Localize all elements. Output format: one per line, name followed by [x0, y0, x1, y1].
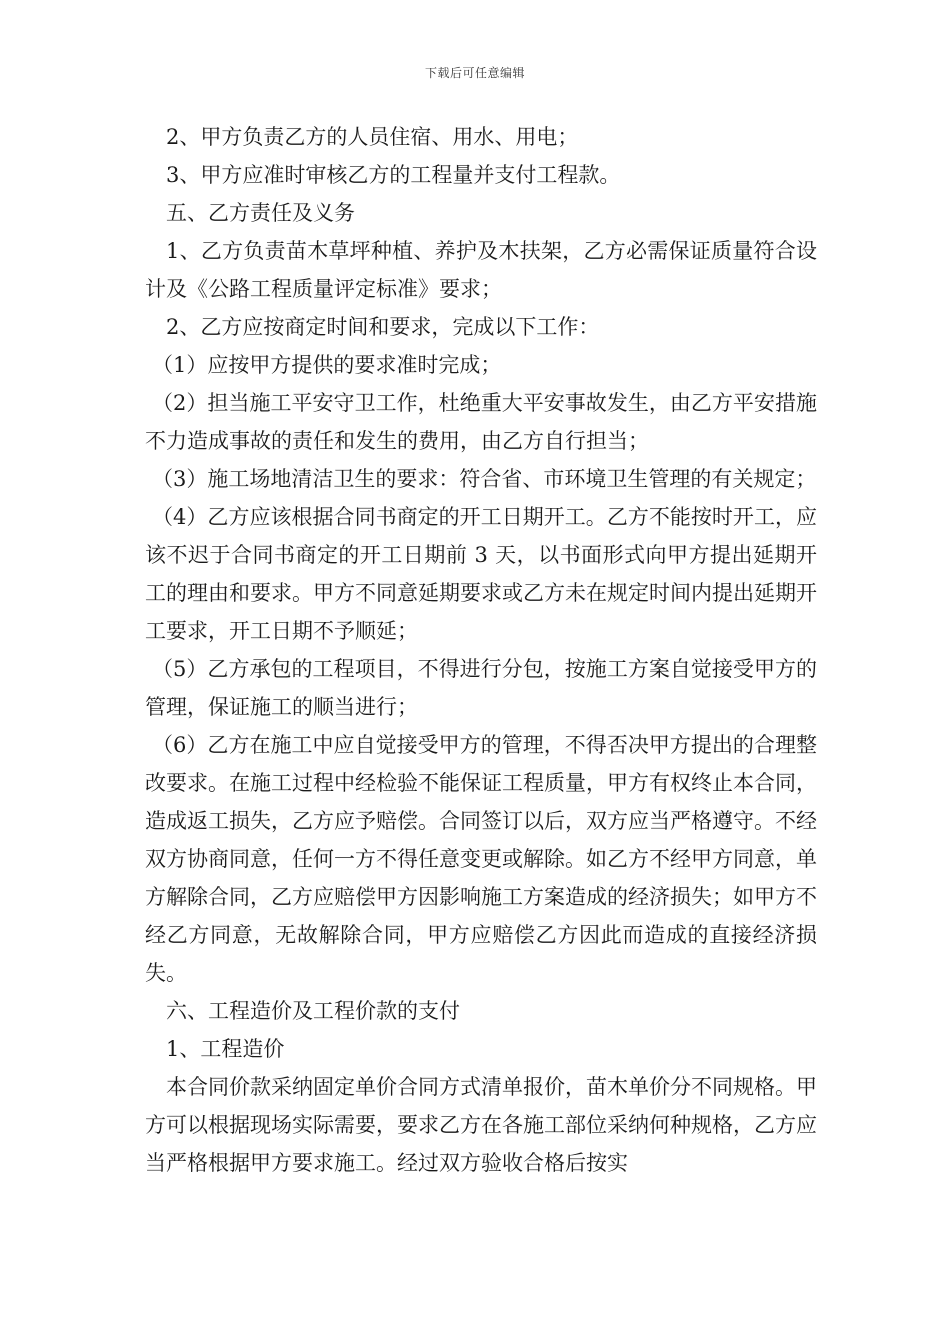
item-5-no-subcontract: （5）乙方承包的工程项目，不得进行分包，按施工方案自觉接受甲方的管理，保证施工的顺当进行；: [145, 657, 817, 719]
page-header: 下载后可任意编辑: [424, 66, 525, 80]
clause-2-party-a-lodging: 2、甲方负责乙方的人员住宿、用水、用电；: [166, 125, 579, 149]
paragraph-pricing: 本合同价款采纳固定单价合同方式清单报价，苗木单价分不同规格。甲方可以根据现场实际需要，要求乙方在各施工部位采纳何种规格，乙方应当严格根据甲方要求施工。经过双方验收合格后按实: [145, 1075, 817, 1175]
item-4-start-date: （4）乙方应该根据合同书商定的开工日期开工。乙方不能按时开工，应该不迟于合同书商定的开工日期前 3 天，以书面形式向甲方提出延期开工的理由和要求。甲方不同意延期要求或乙方未在规定时间内提出延期开工要求，开工日期不予顺延；: [145, 505, 817, 643]
section-heading-6: 六、工程造价及工程价款的支付: [166, 999, 460, 1023]
clause-3-party-a-payment: 3、甲方应准时审核乙方的工程量并支付工程款。: [166, 163, 621, 187]
subheading-project-cost: 1、工程造价: [166, 1037, 285, 1061]
section-heading-5: 五、乙方责任及义务: [166, 201, 355, 225]
item-2-safety: （2）担当施工平安守卫工作，杜绝重大平安事故发生，由乙方平安措施不力造成事故的责任和发生的费用，由乙方自行担当；: [145, 391, 817, 453]
item-3-sanitation: （3）施工场地清洁卫生的要求：符合省、市环境卫生管理的有关规定；: [152, 467, 817, 491]
document-body: [145, 118, 817, 1182]
clause-1-party-b-planting: 1、乙方负责苗木草坪种植、养护及木扶架，乙方必需保证质量符合设计及《公路工程质量评定标准》要求；: [145, 239, 817, 301]
item-1-on-time: （1）应按甲方提供的要求准时完成；: [152, 353, 502, 377]
clause-2-party-b-schedule: 2、乙方应按商定时间和要求，完成以下工作：: [166, 315, 600, 339]
item-6-management: （6）乙方在施工中应自觉接受甲方的管理，不得否决甲方提出的合理整改要求。在施工过程中经检验不能保证工程质量，甲方有权终止本合同，造成返工损失，乙方应予赔偿。合同签订以后，双方应当严格遵守。不经双方协商同意，任何一方不得任意变更或解除。如乙方不经甲方同意，单方解除合同，乙方应赔偿甲方因影响施工方案造成的经济损失；如甲方不经乙方同意，无故解除合同，甲方应赔偿乙方因此而造成的直接经济损失。: [145, 733, 817, 985]
